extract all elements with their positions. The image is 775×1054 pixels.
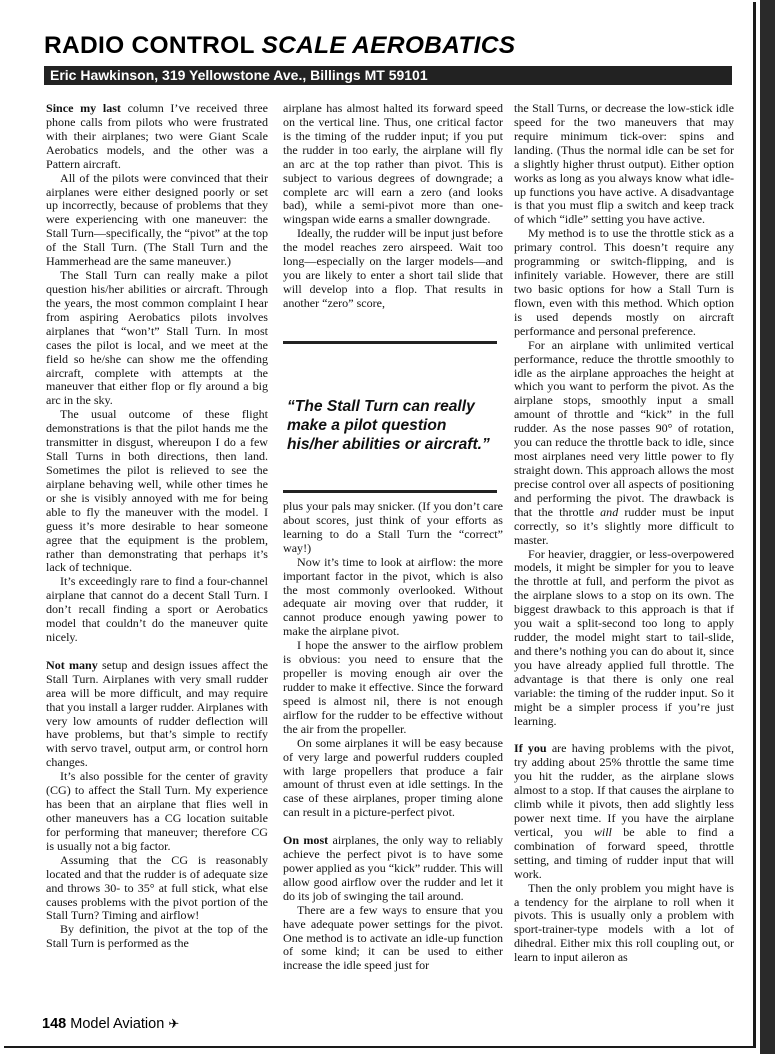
airplane-icon: ✈	[168, 1016, 180, 1031]
paragraph: airplane has almost halted its forward speed on the vertical line. Thus, one critical factor is the timing of the rudder input; if you put the rudder in too early, the airplane will fly an arc at the top rather than pivot. This is subject to various degrees of downgrade; a complete arc will earn a zero (and looks bad), while a semi-pivot more than one-wingspan wide earns a smaller downgrade.	[283, 102, 503, 227]
text-column-2-bottom	[283, 500, 503, 1014]
paragraph: It’s also possible for the center of gravity (CG) to affect the Stall Turn. My experience has been that an airplane that flies well in other maneuvers has a CG location suitable for performing that maneuver; therefore CG is usually not a big factor.	[46, 769, 268, 853]
paragraph: By definition, the pivot at the top of the Stall Turn is performed as the	[46, 922, 268, 951]
paragraph: For heavier, draggier, or less-overpowered models, it might be simpler for you to leave the throttle at full, and perform the pivot as the airplane slows to a stop on its own. The biggest drawback to this approach is that if you wait a split-second too long to apply rudder, the model might start to tail-slide, and there’s nothing you can do about it, since you have already applied full throttle. The advantage is that there is only one real variable: the timing of the rudder input. So it might be a simpler process if you’re just learning.	[514, 546, 734, 728]
paragraph: For an airplane with unlimited vertical performance, reduce the throttle smoothly to idle as the airplane approaches the height at which you want to perform the pivot. As the airplane stops, smoothly input a small amount of throttle and “kick” in the full rudder. As the nose passes 90° of rotation, you can reduce the throttle back to idle, since most airplanes need very little power to fly straight down. This approach allows the most precise control over all aspects of positioning and performing the pivot. The drawback is that the throttle and rudder must be input correctly, so it’s slightly more difficult to master.	[514, 337, 734, 547]
paragraph: On some airplanes it will be easy because of very large and powerful rudders coupled with large propellers that produce a fair amount of thrust even at idle settings. In the case of these airplanes, proper timing alone can result in a picture-perfect pivot.	[283, 735, 503, 820]
paragraph: Then the only problem you might have is a tendency for the airplane to roll when it pivots. This is usually only a problem with sport-trainer-type models with a lot of dihedral. Either mix this roll coupling out, or learn to input aileron as	[514, 880, 734, 965]
paragraph: If you are having problems with the pivot, try adding about 25% throttle the same time you hit the rudder, as the airplane slows almost to a stop. If that causes the airplane to climb while it pivots, then add slightly less power next time. If you have the airplane vertical, you will be able to find a combination of forward speed, throttle setting, and timing of rudder input that will work.	[514, 741, 734, 881]
paragraph: The Stall Turn can really make a pilot question his/her abilities or aircraft. Through the years, the most common complaint I hear from aspiring Aerobatics pilots involves airplanes that “won’t” Stall Turn. In most cases the pilot is local, and we meet at the field so he/she can show me the offending aircraft, complete with attempts at the maneuver that either flop or fly around a big arc in the sky.	[46, 268, 268, 408]
paragraph: The usual outcome of these flight demonstrations is that the pilot hands me the transmitter in disgust, whereupon I do a few Stall Turns in both directions, then land. Sometimes the pilot is relieved to see the airplane behaving well, while other times he or she is visibly annoyed with me for being able to fly the maneuver with the model. I guess it’s more desirable to hear someone agree that the equipment is the problem, rather than demonstrating that perhaps it’s lack of technique.	[46, 407, 268, 575]
paragraph: My method is to use the throttle stick as a primary control. This doesn’t require any programming or switch-flipping, and is infinitely variable. However, there are still two basic options for how a Stall Turn is flown, even with this method. Which option is used depends mostly on aircraft performance and personal preference.	[514, 226, 734, 338]
paragraph: There are a few ways to ensure that you have adequate power settings for the pivot. One method is to activate an idle-up function of some kind; it can be used to either increase the idle speed just for	[283, 902, 503, 973]
paragraph: Now it’s time to look at airflow: the more important factor in the pivot, which is also the most commonly overlooked. Without adequate air moving over that rudder, it cannot produce enough yawing power to make the airplane pivot.	[283, 554, 503, 639]
emphasis: and	[600, 504, 619, 519]
headline-plain: RADIO CONTROL	[44, 32, 255, 59]
emphasis: will	[593, 824, 612, 839]
text-column-3	[514, 102, 734, 1014]
paragraph: Assuming that the CG is reasonably located and that the rudder is of adequate size and throws 30- to 35° at full stick, what else causes problems with the pivot portion of the Stall Turn? Timing and airflow!	[46, 852, 268, 923]
paragraph: Not many setup and design issues affect the Stall Turn. Airplanes with very small rudder area will be more difficult, and may require that you install a larger rudder. Airplanes with very low amounts of rudder deflection will have problems, but that’s simple to rectify with servo travel, output arm, or control horn changes.	[46, 657, 268, 770]
publication-name: Model Aviation	[70, 1016, 165, 1032]
paragraph: Ideally, the rudder will be input just before the model reaches zero airspeed. Wait too long—especially on the larger models—and you are likely to enter a short tail slide that will develop into a flop. That results in another “zero” score,	[283, 226, 503, 310]
paragraph: I hope the answer to the airflow problem is obvious: you need to ensure that the propeller is moving enough air over the rudder to make it effective. Since the forward speed is almost nil, there is not enough airflow for the rudder to be effective without the air from the propeller.	[283, 638, 503, 736]
section-lead-in: Since my last	[46, 102, 121, 115]
paragraph: the Stall Turns, or decrease the low-stick idle speed for the two maneuvers that may require minimum tick-over: spins and landing. (Thus the normal idle can be set for a slightly higher thrust output). Either option works as long as you always know what idle-up functions you have active. A disadvantage is that you must flip a switch and keep track of which “idle” setting you have active.	[514, 102, 734, 227]
author-byline: Eric Hawkinson, 319 Yellowstone Ave., Billings MT 59101	[44, 66, 732, 85]
section-lead-in: On most	[283, 833, 329, 848]
page-number: 148	[42, 1016, 67, 1032]
pull-quote: “The Stall Turn can really make a pilot question his/her abilities or aircraft.”	[287, 398, 490, 453]
paragraph: It’s exceedingly rare to find a four-channel airplane that cannot do a decent Stall Turn. I don’t recall finding a sport or Aerobatics model that couldn’t do the maneuver quite nicely.	[46, 574, 268, 645]
paragraph: plus your pals may snicker. (If you don’t care about scores, just think of your efforts as learning to do a Stall Turn the “correct” way!)	[283, 500, 503, 555]
text-column-2-top	[283, 102, 503, 338]
article-headline	[44, 32, 744, 60]
paragraph: Since my last column I’ve received three phone calls from pilots who were frustrated with their airplanes; two were Giant Scale Aerobatics models, and the other was a Pattern aircraft.	[46, 102, 268, 171]
text-column-1	[46, 102, 268, 1014]
section-lead-in: If you	[514, 741, 547, 756]
headline-italic: SCALE AEROBATICS	[261, 32, 516, 59]
scan-edge	[760, 0, 775, 1054]
page-footer	[42, 1016, 179, 1032]
paragraph: On most airplanes, the only way to reliably achieve the perfect pivot is to have some power applied as you “kick” rudder. This will allow good airflow over the rudder and let it do its job of swinging the tail around.	[283, 833, 503, 903]
paragraph: All of the pilots were convinced that their airplanes were either designed poorly or set up incorrectly, because of problems that they were experiencing with one maneuver: the Stall Turn—specifically, the “pivot” at the top of the Stall Turn. (The Stall Turn and the Hammerhead are the same maneuver.)	[46, 170, 268, 269]
section-lead-in: Not many	[46, 657, 98, 672]
pull-quote-box	[283, 341, 497, 493]
